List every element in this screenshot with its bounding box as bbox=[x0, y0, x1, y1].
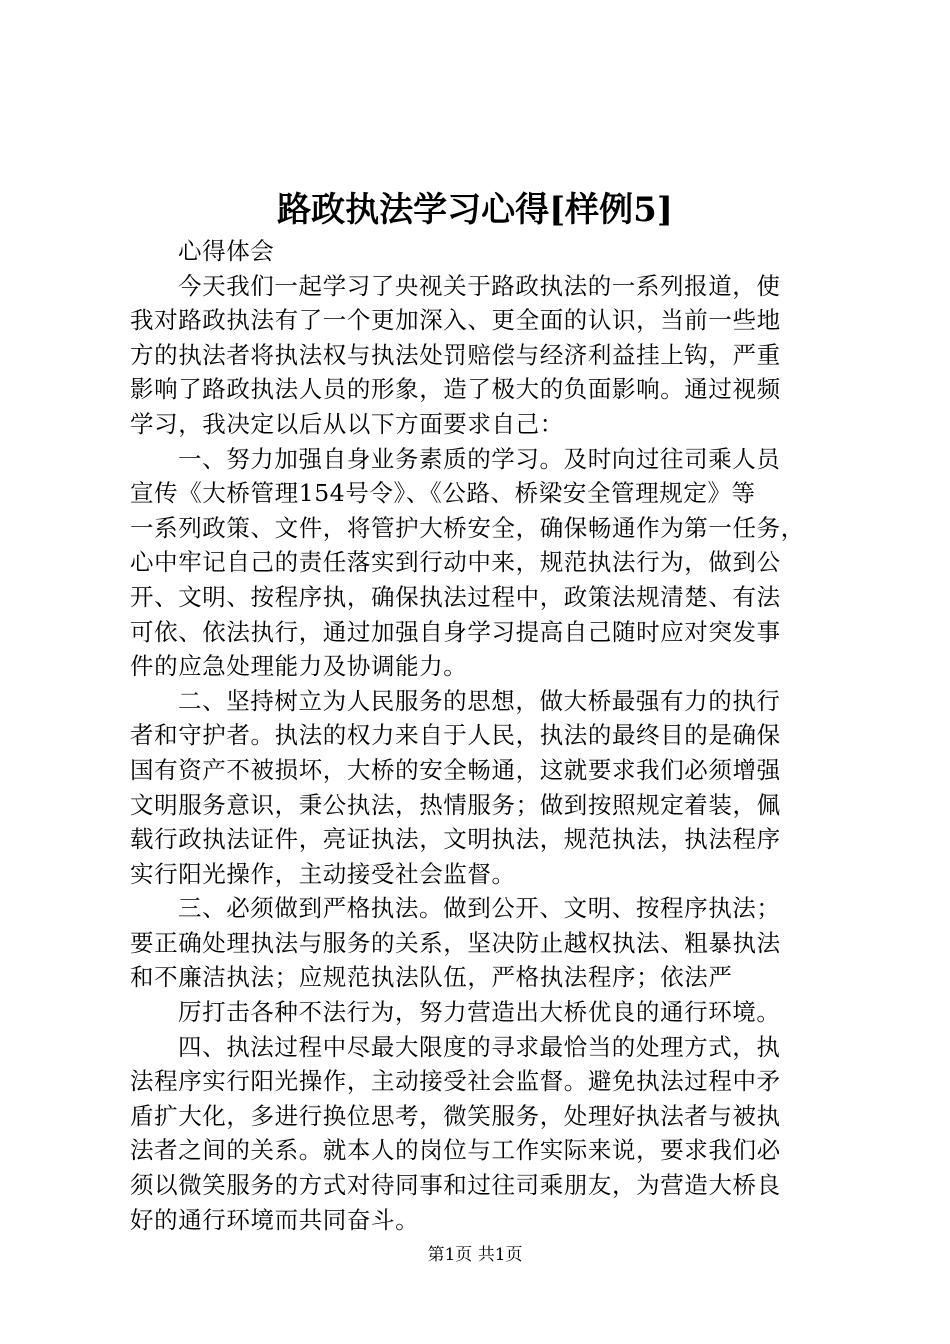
body-line: 载行政执法证件，亮证执法，文明执法，规范执法，执法程序 bbox=[130, 825, 781, 854]
body-line: 三、必须做到严格执法。做到公开、文明、按程序执法； bbox=[178, 894, 781, 923]
body-line: 法者之间的关系。就本人的岗位与工作实际来说，要求我们必 bbox=[130, 1136, 781, 1165]
body-line: 心得体会 bbox=[178, 237, 275, 265]
document-title: 路政执法学习心得[样例5] bbox=[277, 190, 673, 230]
body-line: 一、努力加强自身业务素质的学习。及时向过往司乘人员 bbox=[178, 444, 781, 473]
body-line: 须以微笑服务的方式对待同事和过往司乘朋友，为营造大桥良 bbox=[130, 1171, 781, 1200]
body-line: 我对路政执法有了一个更加深入、更全面的认识，当前一些地 bbox=[130, 306, 781, 335]
body-line: 宣传《大桥管理154号令》、《公路、桥梁安全管理规定》等 bbox=[130, 479, 756, 508]
body-line: 方的执法者将执法权与执法处罚赔偿与经济利益挂上钩，严重 bbox=[130, 340, 781, 369]
body-line: 和不廉洁执法；应规范执法队伍，严格执法程序；依法严 bbox=[130, 963, 733, 992]
body-line: 国有资产不被损坏，大桥的安全畅通，这就要求我们必须增强 bbox=[130, 755, 781, 784]
body-line: 者和守护者。执法的权力来自于人民，执法的最终目的是确保 bbox=[130, 721, 781, 750]
body-line: 实行阳光操作，主动接受社会监督。 bbox=[130, 859, 516, 888]
body-line: 件的应急处理能力及协调能力。 bbox=[130, 652, 468, 681]
body-line: 今天我们一起学习了央视关于路政执法的一系列报道，使 bbox=[178, 271, 781, 300]
body-line: 一系列政策、文件，将管护大桥安全，确保畅通作为第一任务， bbox=[130, 513, 805, 542]
body-line: 四、执法过程中尽最大限度的寻求最恰当的处理方式，执 bbox=[178, 1032, 781, 1061]
body-line: 厉打击各种不法行为，努力营造出大桥优良的通行环境。 bbox=[178, 998, 781, 1027]
body-line: 好的通行环境而共同奋斗。 bbox=[130, 1205, 420, 1234]
body-line: 影响了路政执法人员的形象，造了极大的负面影响。通过视频 bbox=[130, 375, 781, 404]
body-line: 心中牢记自己的责任落实到行动中来，规范执法行为，做到公 bbox=[130, 548, 781, 577]
body-line: 可依、依法执行，通过加强自身学习提高自己随时应对突发事 bbox=[130, 617, 781, 646]
body-line: 文明服务意识，秉公执法，热情服务；做到按照规定着装，佩 bbox=[130, 790, 781, 819]
body-line: 要正确处理执法与服务的关系，坚决防止越权执法、粗暴执法 bbox=[130, 928, 781, 957]
body-line: 法程序实行阳光操作，主动接受社会监督。避免执法过程中矛 bbox=[130, 1067, 781, 1096]
page-footer: 第1页 共1页 bbox=[427, 1245, 523, 1265]
body-line: 开、文明、按程序执，确保执法过程中，政策法规清楚、有法 bbox=[130, 582, 781, 611]
body-line: 盾扩大化，多进行换位思考，微笑服务，处理好执法者与被执 bbox=[130, 1101, 781, 1130]
body-line: 二、坚持树立为人民服务的思想，做大桥最强有力的执行 bbox=[178, 686, 781, 715]
document-body bbox=[130, 234, 835, 1237]
body-line: 学习，我决定以后从以下方面要求自己： bbox=[130, 409, 564, 438]
